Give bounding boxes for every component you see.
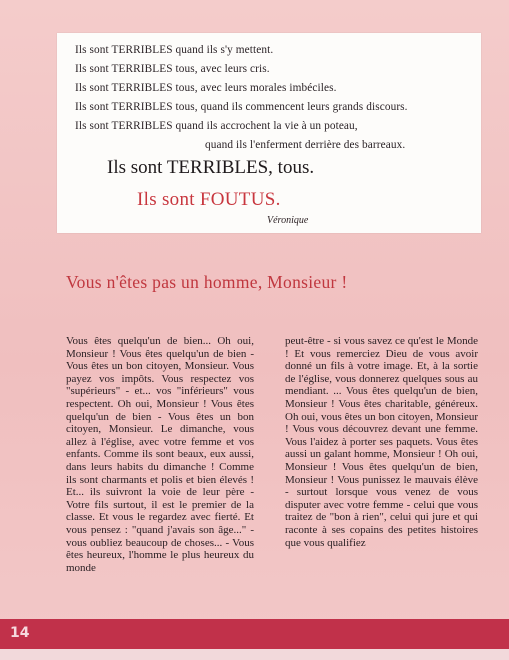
article-column-right bbox=[285, 335, 478, 549]
poem-line-5: Ils sont TERRIBLES quand ils accrochent la vie à un poteau, bbox=[75, 120, 358, 132]
poem-box bbox=[57, 33, 481, 233]
column-text-left: Vous êtes quelqu'un de bien... Oh oui, Monsieur ! Vous êtes quelqu'un de bien - Vous êtes un bon citoyen, Monsieur. Vous payez vos impôts. Vous respectez vos "supérieurs" - et... vos "inférieurs" vous respectent. Oh oui, Monsieur ! Vous êtes quelqu'un de bien - Vous êtes un bon citoyen, Monsieur. Le dimanche, vous allez à l'église, avec votre femme et vos enfants. Comme ils sont beaux, eux aussi, dans leurs habits du dimanche ! Comme ils sont charmants et polis et bien élevés ! Et... ils suivront la voie de leur père - Votre fils surtout, il est le premier de la classe. Et vous le regardez avec fierté. Et vous pensez : "quand j'avais son âge..." - vous oubliez beaucoup de choses... - Vous êtes heureux, l'homme le plus heureux du monde bbox=[66, 335, 254, 574]
poem-line-3: Ils sont TERRIBLES tous, avec leurs morales imbéciles. bbox=[75, 82, 337, 94]
poem-line-4: Ils sont TERRIBLES tous, quand ils commencent leurs grands discours. bbox=[75, 101, 408, 113]
page-number: 14 bbox=[10, 625, 30, 641]
column-text-right: peut-être - si vous savez ce qu'est le Monde ! Et vous remerciez Dieu de vous avoir donné un fils à votre image. Et, à la sortie de l'église, vous donnerez quelques sous au mendiant. ... Vous êtes quelqu'un de bien, Monsieur ! Vous êtes charitable, généreux. Oh oui, vous êtes un bon citoyen, Monsieur ! Vous vous découvrez devant une femme. Vous l'aidez à porter ses paquets. Vous êtes aussi un galant homme, Monsieur ! Oh oui, Monsieur ! Vous êtes quelqu'un de bien, Monsieur ! Vous punissez le mauvais élève - surtout lorsque vous venez de vous disputer avec votre femme - celui que vous traitez de "bon à rien", celui qui jure et qui raconte à ses copains des petites histoires que vous qualifiez bbox=[285, 335, 478, 549]
article-column-left bbox=[66, 335, 254, 574]
footer-strip bbox=[0, 649, 509, 660]
poem-line-1: Ils sont TERRIBLES quand ils s'y mettent. bbox=[75, 44, 274, 56]
poem-refrain: Ils sont TERRIBLES, tous. bbox=[107, 157, 315, 178]
article-title: Vous n'êtes pas un homme, Monsieur ! bbox=[66, 272, 348, 292]
poem-red-line: Ils sont FOUTUS. bbox=[137, 189, 281, 210]
poem-line-6: quand ils l'enferment derrière des barreaux. bbox=[205, 139, 406, 151]
footer-bar bbox=[0, 619, 509, 649]
poem-line-2: Ils sont TERRIBLES tous, avec leurs cris. bbox=[75, 63, 270, 75]
poem-signature: Véronique bbox=[267, 215, 309, 226]
